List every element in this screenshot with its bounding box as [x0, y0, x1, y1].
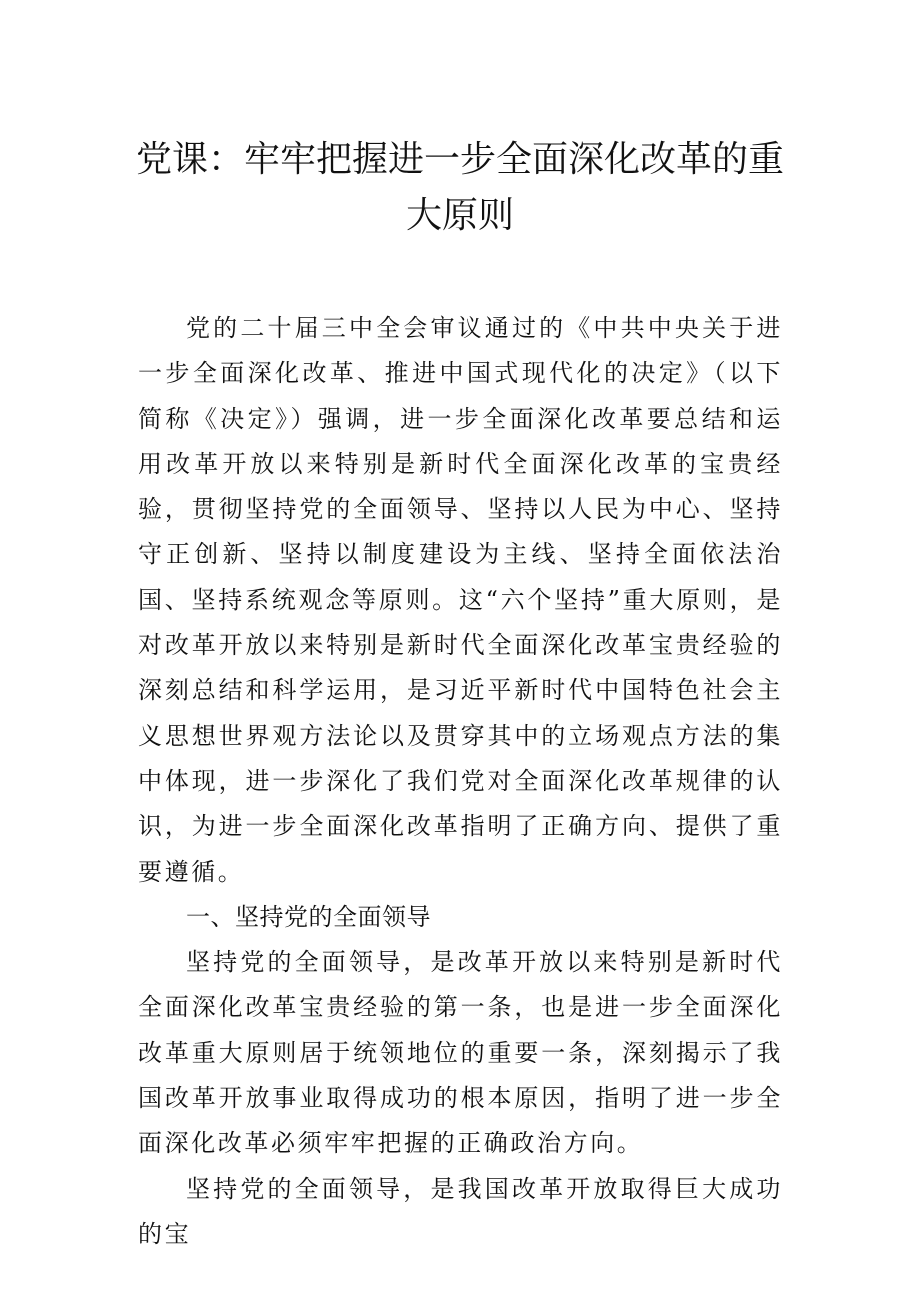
paragraph-section-1-a: 坚持党的全面领导，是改革开放以来特别是新时代全面深化改革宝贵经验的第一条，也是进一步全面深化改革重大原则居于统领地位的重要一条，深刻揭示了我国改革开放事业取得成功的根本原因，指明了进一步全面深化改革必须牢牢把握的正确政治方向。 — [138, 948, 783, 1158]
paragraph-intro: 党的二十届三中全会审议通过的《中共中央关于进一步全面深化改革、推进中国式现代化的决定》（以下简称《决定》）强调，进一步全面深化改革要总结和运用改革开放以来特别是新时代全面深化改革的宝贵经验，贯彻坚持党的全面领导、坚持以人民为中心、坚持守正创新、坚持以制度建设为主线、坚持全面依法治国、坚持系统观念等原则。这“六个坚持”重大原则，是对改革开放以来特别是新时代全面深化改革宝贵经验的深刻总结和科学运用，是习近平新时代中国特色社会主义思想世界观方法论以及贯穿其中的立场观点方法的集中体现，进一步深化了我们党对全面深化改革规律的认识，为进一步全面深化改革指明了正确方向、提供了重要遵循。 — [138, 314, 783, 886]
section-heading-1: 一、坚持党的全面领导 — [186, 902, 431, 931]
paragraph-section-1-b: 坚持党的全面领导，是我国改革开放取得巨大成功的宝 — [138, 1174, 783, 1248]
document-body — [138, 306, 783, 1257]
document-title-line-2: 大原则 — [405, 195, 514, 236]
document-title-line-1: 党课：牢牢把握进一步全面深化改革的重 — [135, 139, 784, 180]
